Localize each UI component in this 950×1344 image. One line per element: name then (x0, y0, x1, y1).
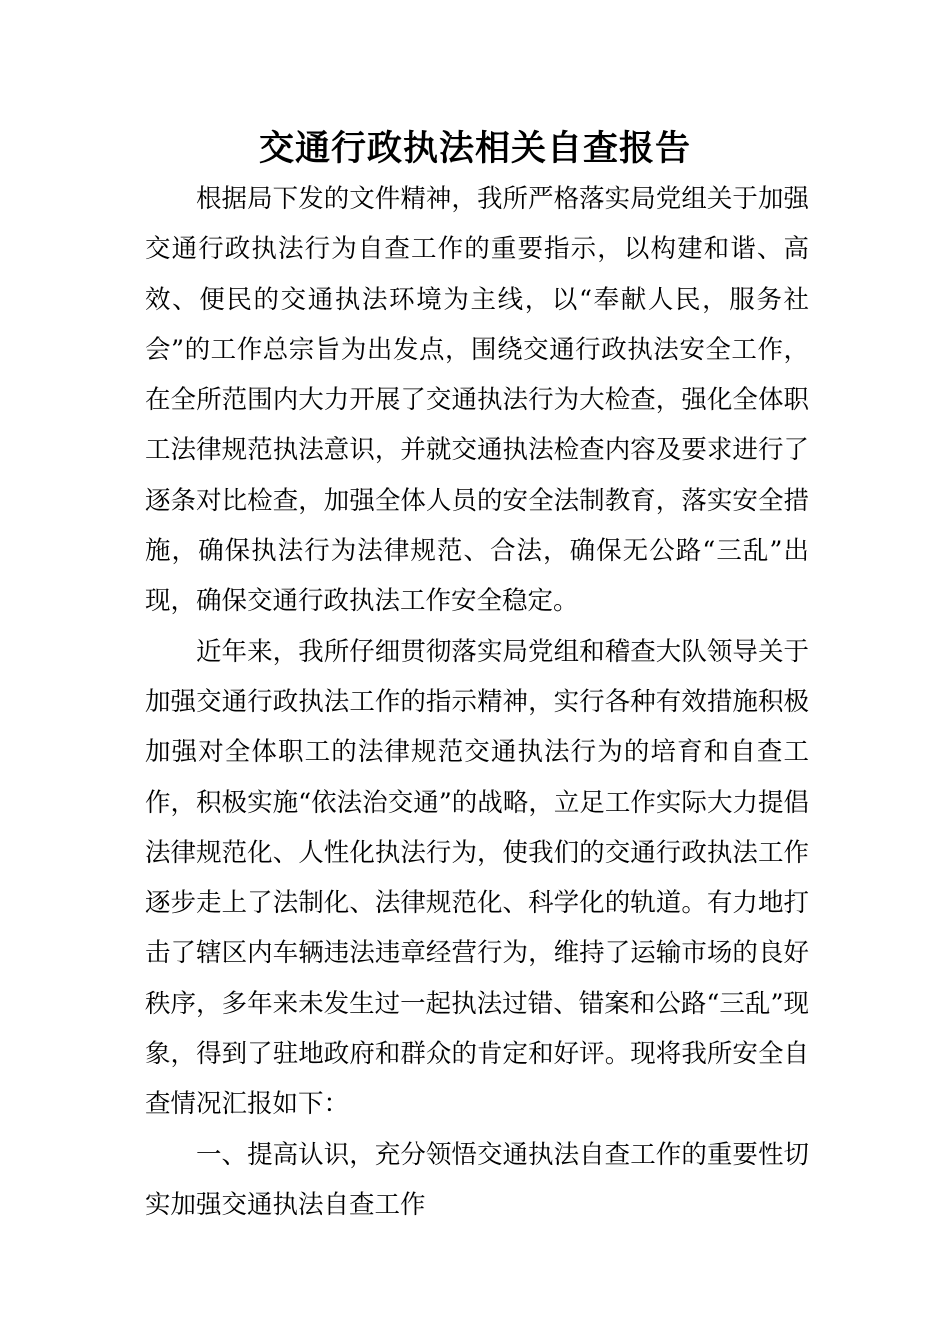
paragraph-1: 根据局下发的文件精神，我所严格落实局党组关于加强交通行政执法行为自查工作的重要指示，以构建和谐、高效、便民的交通执法环境为主线，以“奉献人民，服务社会”的工作总宗旨为出发点，围绕交通行政执法安全工作，在全所范围内大力开展了交通执法行为大检查，强化全体职工法律规范执法意识，并就交通执法检查内容及要求进行了逐条对比检查，加强全体人员的安全法制教育，落实安全措施，确保执法行为法律规范、合法，确保无公路“三乱”出现，确保交通行政执法工作安全稳定。 (145, 184, 809, 617)
paragraph-2: 近年来，我所仔细贯彻落实局党组和稽查大队领导关于加强交通行政执法工作的指示精神，实行各种有效措施积极加强对全体职工的法律规范交通执法行为的培育和自查工作，积极实施“依法治交通”的战略，立足工作实际大力提倡法律规范化、人性化执法行为，使我们的交通行政执法工作逐步走上了法制化、法律规范化、科学化的轨道。有力地打击了辖区内车辆违法违章经营行为，维持了运输市场的良好秩序，多年来未发生过一起执法过错、错案和公路“三乱”现象，得到了驻地政府和群众的肯定和好评。现将我所安全自查情况汇报如下： (145, 636, 809, 1120)
paragraph-3: 一、提高认识，充分领悟交通执法自查工作的重要性切实加强交通执法自查工作 (145, 1139, 809, 1220)
document-title: 交通行政执法相关自查报告 (258, 129, 691, 169)
document-body (145, 174, 809, 1230)
